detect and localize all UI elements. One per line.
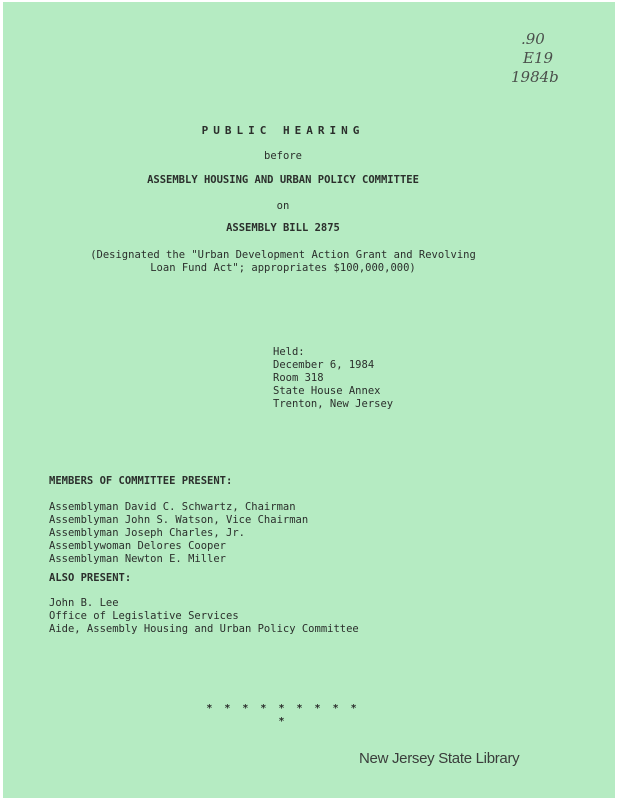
hearing-room: Room 318 — [273, 372, 324, 384]
committee-name: ASSEMBLY HOUSING AND URBAN POLICY COMMITTEE — [147, 174, 419, 186]
bill-description-line-2: Loan Fund Act"; appropriates $100,000,000) — [150, 262, 416, 274]
members-list — [49, 501, 308, 566]
also-present-list — [49, 597, 359, 636]
held-label: Held: — [273, 346, 305, 358]
member-item: Assemblyman Newton E. Miller — [49, 553, 227, 565]
on-text: on — [276, 200, 290, 212]
hearing-details — [273, 346, 393, 411]
document-page — [3, 2, 615, 798]
handwritten-notes — [509, 30, 599, 87]
member-item: Assemblyman David C. Schwartz, Chairman — [49, 501, 296, 513]
member-item: Assemblyman Joseph Charles, Jr. — [49, 527, 245, 539]
handwritten-line: E19 — [523, 49, 554, 67]
members-heading: MEMBERS OF COMMITTEE PRESENT: — [49, 475, 233, 487]
also-present-item: John B. Lee — [49, 597, 119, 609]
hearing-city: Trenton, New Jersey — [273, 398, 394, 410]
member-item: Assemblyman John S. Watson, Vice Chairman — [49, 514, 309, 526]
handwritten-line: 1984b — [511, 68, 559, 86]
hearing-building: State House Annex — [273, 385, 381, 397]
also-present-item: Aide, Assembly Housing and Urban Policy Committee — [49, 623, 359, 635]
library-stamp: New Jersey State Library — [359, 750, 520, 767]
hearing-date: December 6, 1984 — [273, 359, 375, 371]
also-present-heading: ALSO PRESENT: — [49, 572, 132, 584]
also-present-item: Office of Legislative Services — [49, 610, 239, 622]
before-text: before — [264, 150, 302, 162]
handwritten-line: .90 — [521, 30, 545, 48]
document-title: PUBLIC HEARING — [201, 124, 365, 137]
bill-description-line-1: (Designated the "Urban Development Action Grant and Revolving — [90, 249, 476, 261]
bill-number: ASSEMBLY BILL 2875 — [226, 222, 340, 234]
member-item: Assemblywoman Delores Cooper — [49, 540, 227, 552]
separator-stars: * * * * * * * * * * — [206, 703, 360, 727]
